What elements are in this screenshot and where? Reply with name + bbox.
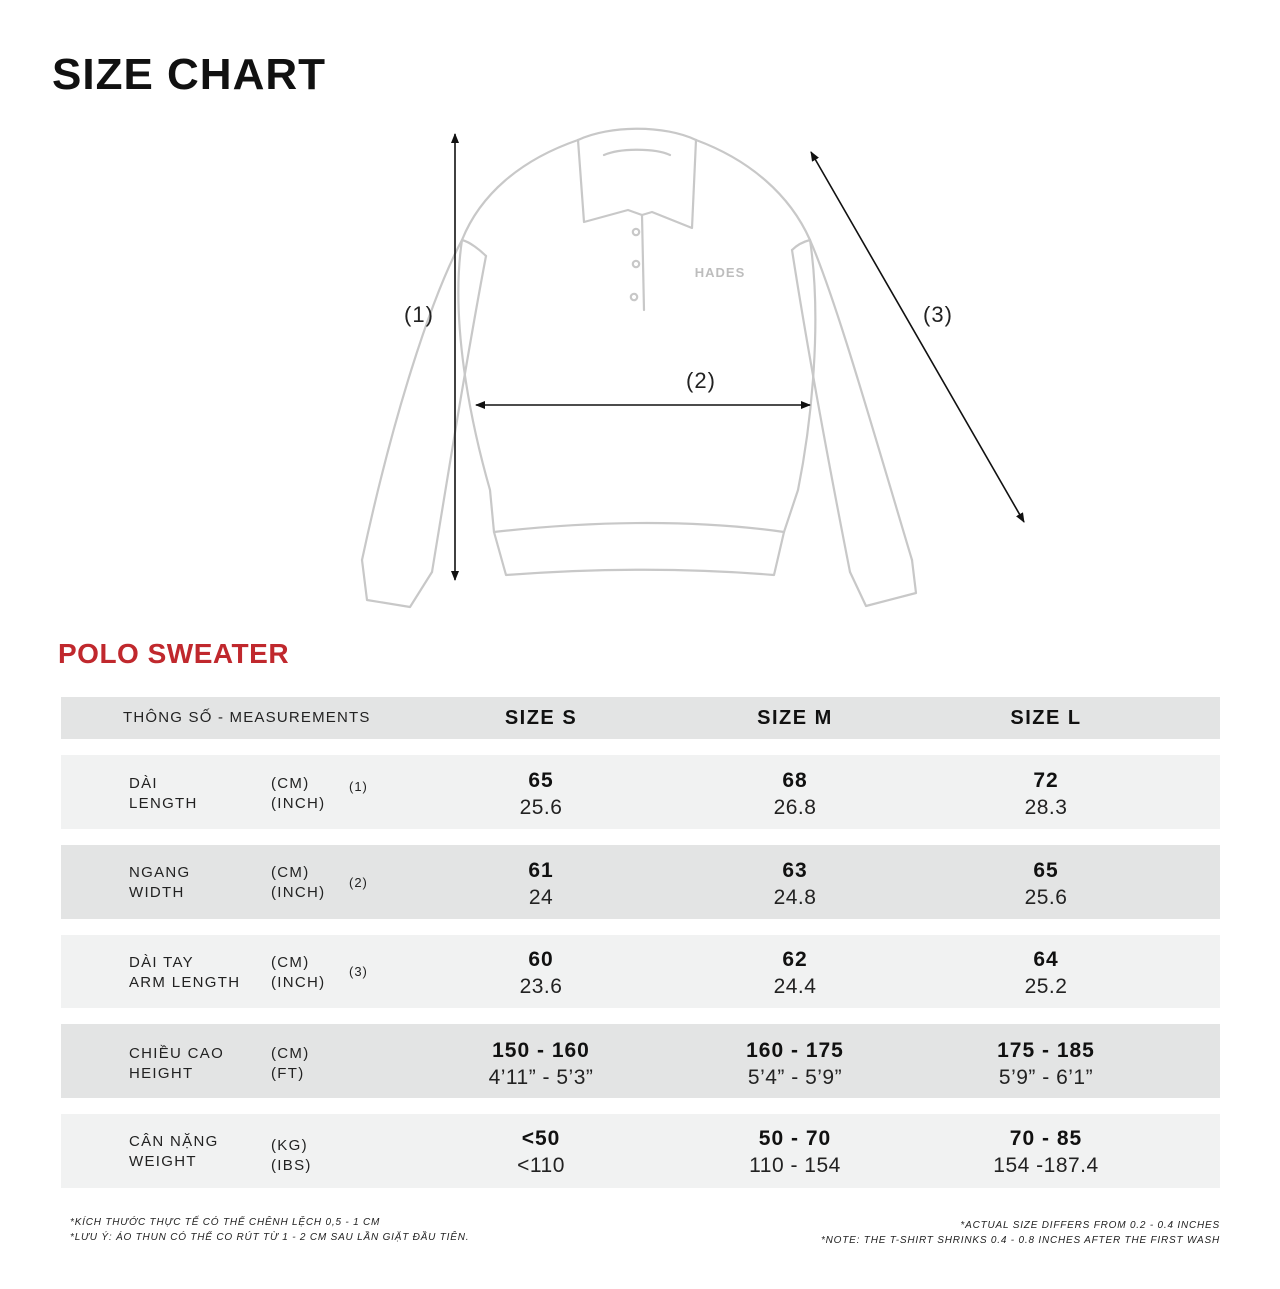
row-unit-2: (FT)	[271, 1065, 305, 1082]
table-row-length	[61, 755, 1220, 829]
cell-size-s: 65 25.6	[519, 769, 563, 819]
cell-size-m: 63 24.8	[773, 859, 817, 909]
row-label-en: WIDTH	[129, 884, 185, 901]
row-ref: (1)	[349, 779, 368, 794]
measurements-header: THÔNG SỐ - MEASUREMENTS	[123, 709, 371, 726]
table-row-arm-length	[61, 935, 1220, 1008]
row-ref: (3)	[349, 964, 368, 979]
cell-size-l: 72 28.3	[1024, 769, 1068, 819]
sweater-outline	[362, 129, 916, 607]
arm-arrow	[811, 152, 1024, 522]
page-title: SIZE CHART	[52, 50, 326, 99]
row-unit-1: (CM)	[271, 775, 310, 792]
table-row-height	[61, 1024, 1220, 1098]
row-unit-1: (CM)	[271, 1045, 310, 1062]
length-label: (1)	[404, 302, 434, 327]
row-unit-2: (INCH)	[271, 795, 326, 812]
notes-english	[821, 1218, 1220, 1248]
cell-size-l: 175 - 185 5’9” - 6’1”	[997, 1039, 1095, 1089]
row-label-vi: NGANG	[129, 864, 191, 881]
brand-logo: HADES	[694, 265, 746, 280]
note-vi-1: *KÍCH THƯỚC THỰC TẾ CÓ THỂ CHÊNH LỆCH 0,5 - 1 CM	[70, 1217, 381, 1228]
width-label: (2)	[686, 368, 716, 393]
cell-size-m: 50 - 70 110 - 154	[749, 1127, 841, 1177]
cell-size-s: 60 23.6	[519, 948, 563, 998]
row-unit-1: (CM)	[271, 954, 310, 971]
size-l-header: SIZE L	[1010, 707, 1082, 729]
row-unit-2: (INCH)	[271, 974, 326, 991]
cell-size-s: 150 - 160 4’11” - 5’3”	[488, 1039, 594, 1089]
table-header	[61, 697, 1220, 739]
arm-length-label: (3)	[923, 302, 953, 327]
row-label-en: ARM LENGTH	[129, 974, 241, 991]
note-en-1: *ACTUAL SIZE DIFFERS FROM 0.2 - 0.4 INCHES	[960, 1220, 1220, 1231]
row-label-vi: DÀI	[129, 775, 158, 792]
table-row-weight	[61, 1114, 1220, 1188]
row-unit-1: (CM)	[271, 864, 310, 881]
note-vi-2: *LƯU Ý: ÁO THUN CÓ THỂ CO RÚT TỪ 1 - 2 CM SAU LẦN GIẶT ĐẦU TIÊN.	[70, 1232, 470, 1243]
row-unit-2: (INCH)	[271, 884, 326, 901]
table-row-width	[61, 845, 1220, 919]
cell-size-s: <50 <110	[517, 1127, 565, 1177]
note-en-2: *NOTE: THE T-SHIRT SHRINKS 0.4 - 0.8 INCHES AFTER THE FIRST WASH	[820, 1235, 1220, 1246]
row-label-en: LENGTH	[129, 795, 198, 812]
cell-size-l: 64 25.2	[1024, 948, 1068, 998]
row-label-vi: CÂN NẶNG	[129, 1133, 219, 1150]
size-m-header: SIZE M	[757, 707, 833, 729]
notes-vietnamese	[70, 1215, 469, 1245]
cell-size-m: 62 24.4	[773, 948, 817, 998]
cell-size-m: 68 26.8	[773, 769, 817, 819]
row-label-vi: CHIỀU CAO	[129, 1045, 225, 1062]
cell-size-l: 65 25.6	[1024, 859, 1068, 909]
cell-size-m: 160 - 175 5’4” - 5’9”	[746, 1039, 844, 1089]
row-label-vi: DÀI TAY	[129, 954, 194, 971]
row-unit-2: (IBS)	[271, 1157, 312, 1174]
size-s-header: SIZE S	[504, 707, 578, 729]
row-label-en: HEIGHT	[129, 1065, 194, 1082]
row-ref: (2)	[349, 875, 368, 890]
garment-diagram	[0, 0, 1280, 630]
product-name: POLO SWEATER	[58, 638, 290, 669]
cell-size-l: 70 - 85 154 -187.4	[993, 1127, 1099, 1177]
row-label-en: WEIGHT	[129, 1153, 197, 1170]
cell-size-s: 61 24	[528, 859, 554, 909]
row-unit-1: (KG)	[271, 1137, 308, 1154]
